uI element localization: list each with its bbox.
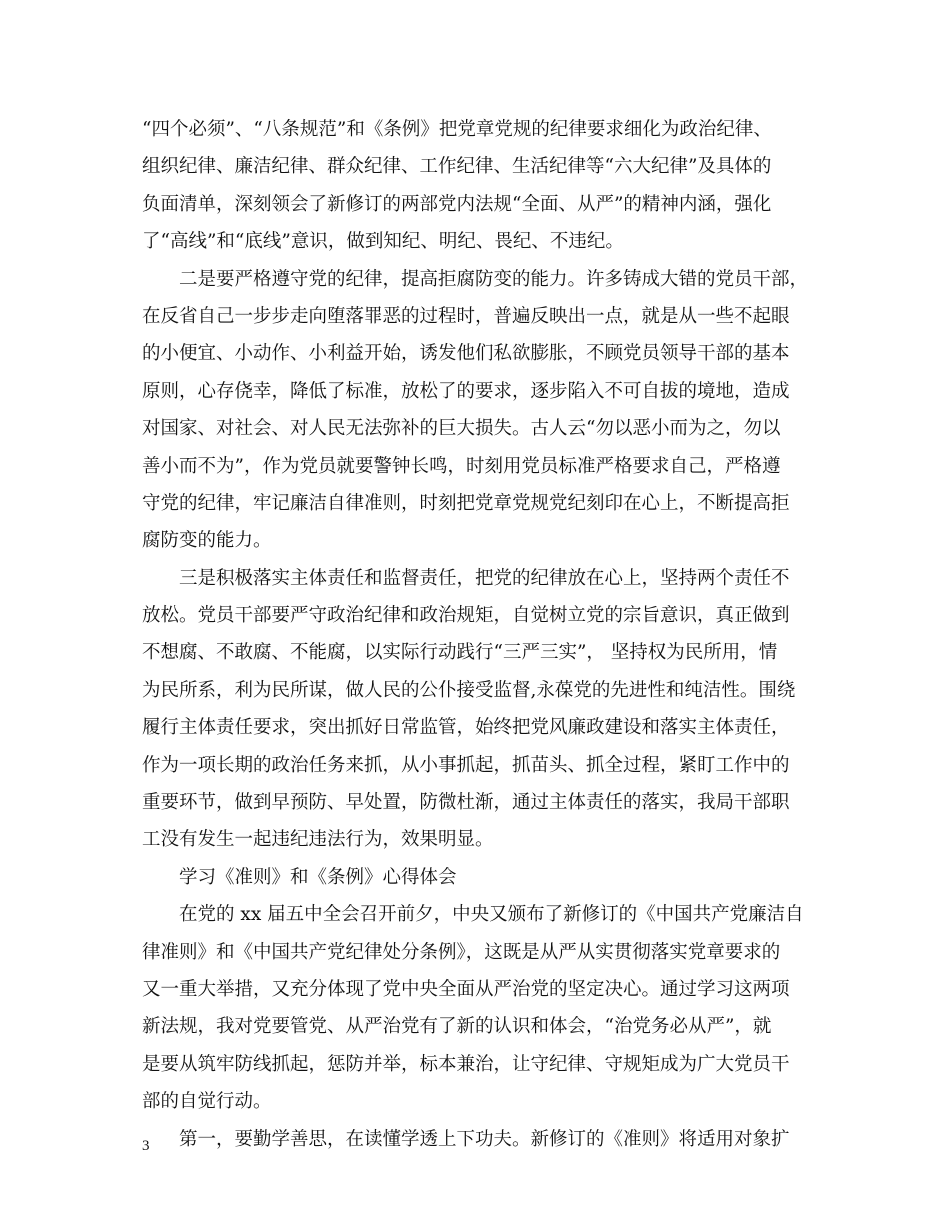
text-line: 新法规，我对党要管党、从严治党有了新的认识和体会，“治党务必从严”，就	[142, 1016, 772, 1038]
paragraph-start-line: 第一，要勤学善思，在读懂学透上下功夫。新修订的《准则》将适用对象扩	[179, 1128, 790, 1150]
text-line: 对国家、对社会、对人民无法弥补的巨大损失。古人云“勿以恶小而为之，勿以	[142, 418, 781, 440]
text-line: 重要环节，做到早预防、早处置，防微杜渐，通过主体责任的落实，我局干部职	[142, 792, 790, 814]
text-line: 组织纪律、廉洁纪律、群众纪律、工作纪律、生活纪律等“六大纪律”及具体的	[142, 156, 772, 178]
text-line: 在反省自己一步步走向堕落罪恶的过程时，普遍反映出一点，就是从一些不起眼	[142, 305, 790, 327]
text-line: 腐防变的能力。	[142, 530, 272, 552]
text-line: 了“高线”和“底线”意识，做到知纪、明纪、畏纪、不违纪。	[142, 231, 624, 253]
text-line: 律准则》和《中国共产党纪律处分条例》，这既是从严从实贯彻落实党章要求的	[142, 941, 781, 963]
page-number: 3	[142, 1138, 150, 1154]
text-line: “四个必须”、“八条规范”和《条例》把党章党规的纪律要求细化为政治纪律、	[142, 119, 772, 140]
text-line: 的小便宜、小动作、小利益开始，诱发他们私欲膨胀，不顾党员领导干部的基本	[142, 343, 790, 365]
text-line: 善小而不为”，作为党员就要警钟长鸣，时刻用党员标准严格要求自己，严格遵	[142, 455, 781, 477]
text-line: 负面清单，深刻领会了新修订的两部党内法规“全面、从严”的精神内涵，强化	[142, 193, 772, 215]
section-heading: 学习《准则》和《条例》心得体会	[179, 866, 457, 888]
text-line: 守党的纪律，牢记廉洁自律准则，时刻把党章党规党纪刻印在心上，不断提高拒	[142, 492, 790, 514]
text-line: 是要从筑牢防线抓起，惩防并举，标本兼治，让守纪律、守规矩成为广大党员干	[142, 1053, 790, 1075]
text-line: 放松。党员干部要严守政治纪律和政治规矩，自觉树立党的宗旨意识，真正做到	[142, 605, 790, 627]
paragraph-start-line: 在党的 xx 届五中全会召开前夕，中央又颁布了新修订的《中国共产党廉洁自	[179, 904, 804, 926]
text-line: 不想腐、不敢腐、不能腐，以实际行动践行“三严三实”， 坚持权为民所用，情	[142, 642, 778, 664]
text-line: 原则，心存侥幸，降低了标准，放松了的要求，逐步陷入不可自拔的境地，造成	[142, 380, 790, 402]
document-body	[142, 111, 812, 1158]
text-line: 作为一项长期的政治任务来抓，从小事抓起，抓苗头、抓全过程，紧盯工作中的	[142, 754, 790, 776]
text-line: 部的自觉行动。	[142, 1091, 272, 1113]
text-line: 工没有发生一起违纪违法行为，效果明显。	[142, 829, 494, 851]
text-line: 又一重大举措，又充分体现了党中央全面从严治党的坚定决心。通过学习这两项	[142, 978, 790, 1000]
text-line: 为民所系，利为民所谋，做人民的公仆接受监督,永葆党的先进性和纯洁性。围绕	[142, 679, 796, 701]
paragraph-start-line: 二是要严格遵守党的纪律，提高拒腐防变的能力。许多铸成大错的党员干部，	[179, 268, 809, 290]
paragraph-start-line: 三是积极落实主体责任和监督责任，把党的纪律放在心上，坚持两个责任不	[179, 567, 790, 589]
text-line: 履行主体责任要求，突出抓好日常监管，始终把党风廉政建设和落实主体责任，	[142, 717, 790, 739]
